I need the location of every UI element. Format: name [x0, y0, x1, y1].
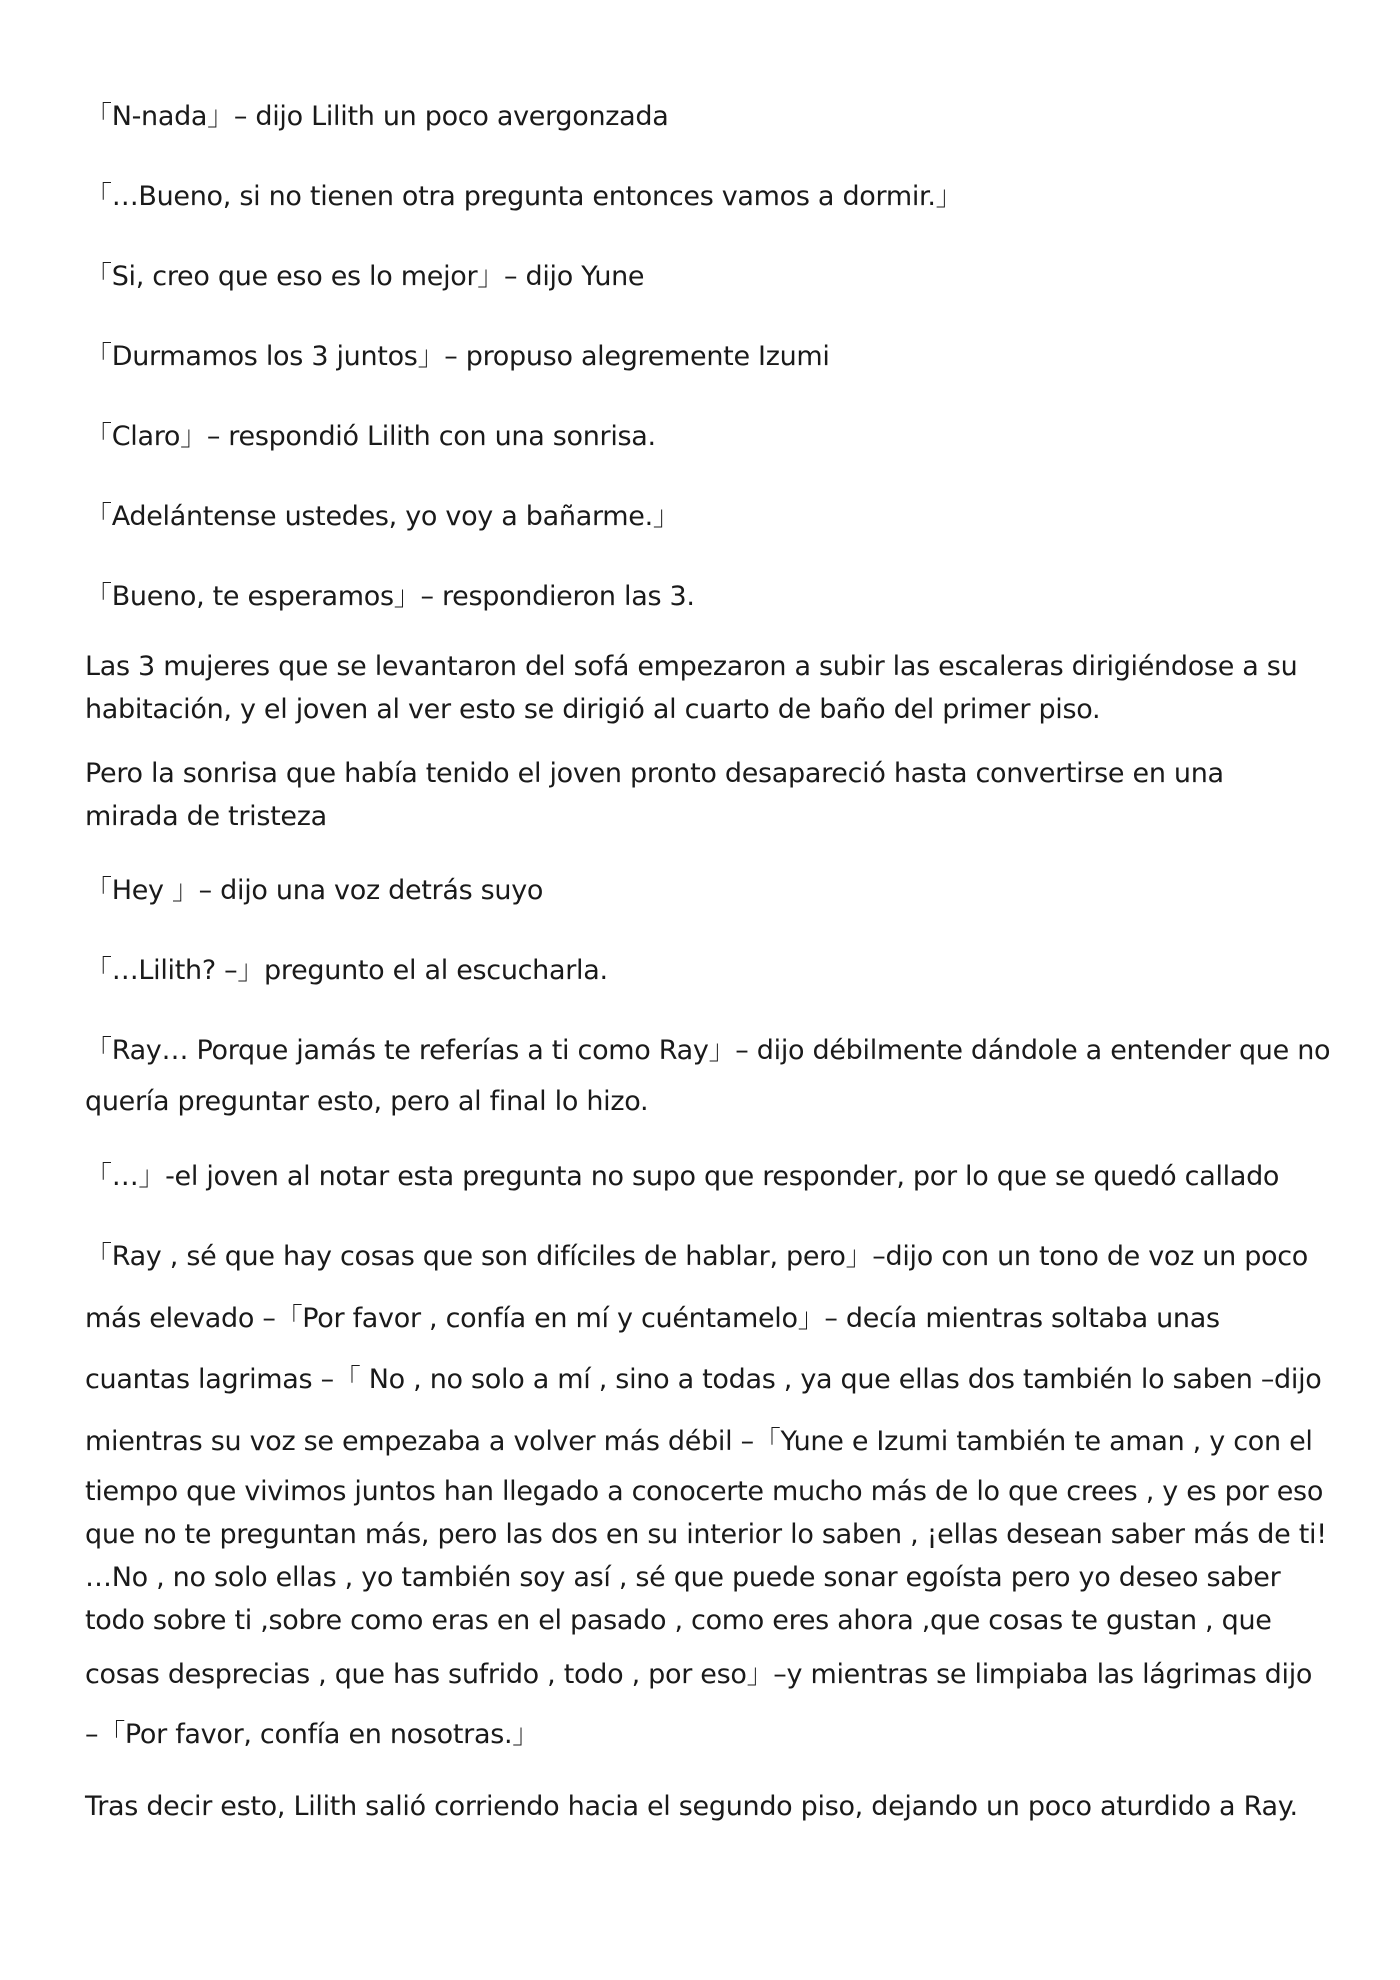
paragraph-line: –「Por favor, confía en nosotras.」 — [85, 1719, 539, 1750]
narration-line: mirada de tristeza — [85, 801, 327, 832]
paragraph-line: cuantas lagrimas –「 No , no solo a mí , sino a todas , ya que ellas dos también lo saben –dijo — [85, 1364, 1322, 1395]
dialogue-line: 「Hey 」– dijo una voz detrás suyo — [85, 875, 544, 906]
paragraph-line: …No , no solo ellas , yo también soy así , sé que puede sonar egoísta pero yo deseo saber — [85, 1562, 1281, 1593]
dialogue-line: 「Claro」– respondió Lilith con una sonrisa. — [85, 421, 656, 452]
dialogue-line: 「Adelántense ustedes, yo voy a bañarme.」 — [85, 501, 680, 532]
paragraph-line: 「Ray , sé que hay cosas que son difíciles de hablar, pero」–dijo con un tono de voz un poco — [85, 1241, 1309, 1272]
paragraph-line: cosas desprecias , que has sufrido , todo , por eso」–y mientras se limpiaba las lágrimas dijo — [85, 1659, 1313, 1690]
paragraph-line: todo sobre ti ,sobre como eras en el pasado , como eres ahora ,que cosas te gustan , que — [85, 1605, 1272, 1636]
dialogue-line: 「Si, creo que eso es lo mejor」– dijo Yune — [85, 261, 645, 292]
paragraph-line: más elevado –「Por favor , confía en mí y cuéntamelo」– decía mientras soltaba unas — [85, 1303, 1220, 1334]
narration-line: Pero la sonrisa que había tenido el joven pronto desapareció hasta convertirse en una — [85, 758, 1224, 789]
narration-line: Las 3 mujeres que se levantaron del sofá empezaron a subir las escaleras dirigiéndose a su — [85, 651, 1298, 682]
paragraph-line: mientras su voz se empezaba a volver más débil –「Yune e Izumi también te aman , y con el — [85, 1426, 1313, 1457]
dialogue-line: 「…」-el joven al notar esta pregunta no supo que responder, por lo que se quedó callado — [85, 1161, 1280, 1192]
dialogue-line: 「…Bueno, si no tienen otra pregunta entonces vamos a dormir.」 — [85, 181, 963, 212]
dialogue-line: quería preguntar esto, pero al final lo hizo. — [85, 1086, 649, 1117]
paragraph-line: que no te preguntan más, pero las dos en su interior lo saben , ¡ellas desean saber más de ti! — [85, 1519, 1327, 1550]
paragraph-line: tiempo que vivimos juntos han llegado a conocerte mucho más de lo que crees , y es por eso — [85, 1476, 1324, 1507]
dialogue-line: 「N-nada」– dijo Lilith un poco avergonzada — [85, 101, 669, 132]
dialogue-line: 「…Lilith? –」pregunto el al escucharla. — [85, 955, 608, 986]
dialogue-line: 「Durmamos los 3 juntos」– propuso alegremente Izumi — [85, 341, 830, 372]
dialogue-line: 「Ray… Porque jamás te referías a ti como Ray」– dijo débilmente dándole a entender que no — [85, 1035, 1331, 1066]
narration-line: Tras decir esto, Lilith salió corriendo hacia el segundo piso, dejando un poco aturdido a Ray. — [85, 1791, 1298, 1822]
dialogue-line: 「Bueno, te esperamos」– respondieron las 3. — [85, 581, 695, 612]
narration-line: habitación, y el joven al ver esto se dirigió al cuarto de baño del primer piso. — [85, 694, 1101, 725]
